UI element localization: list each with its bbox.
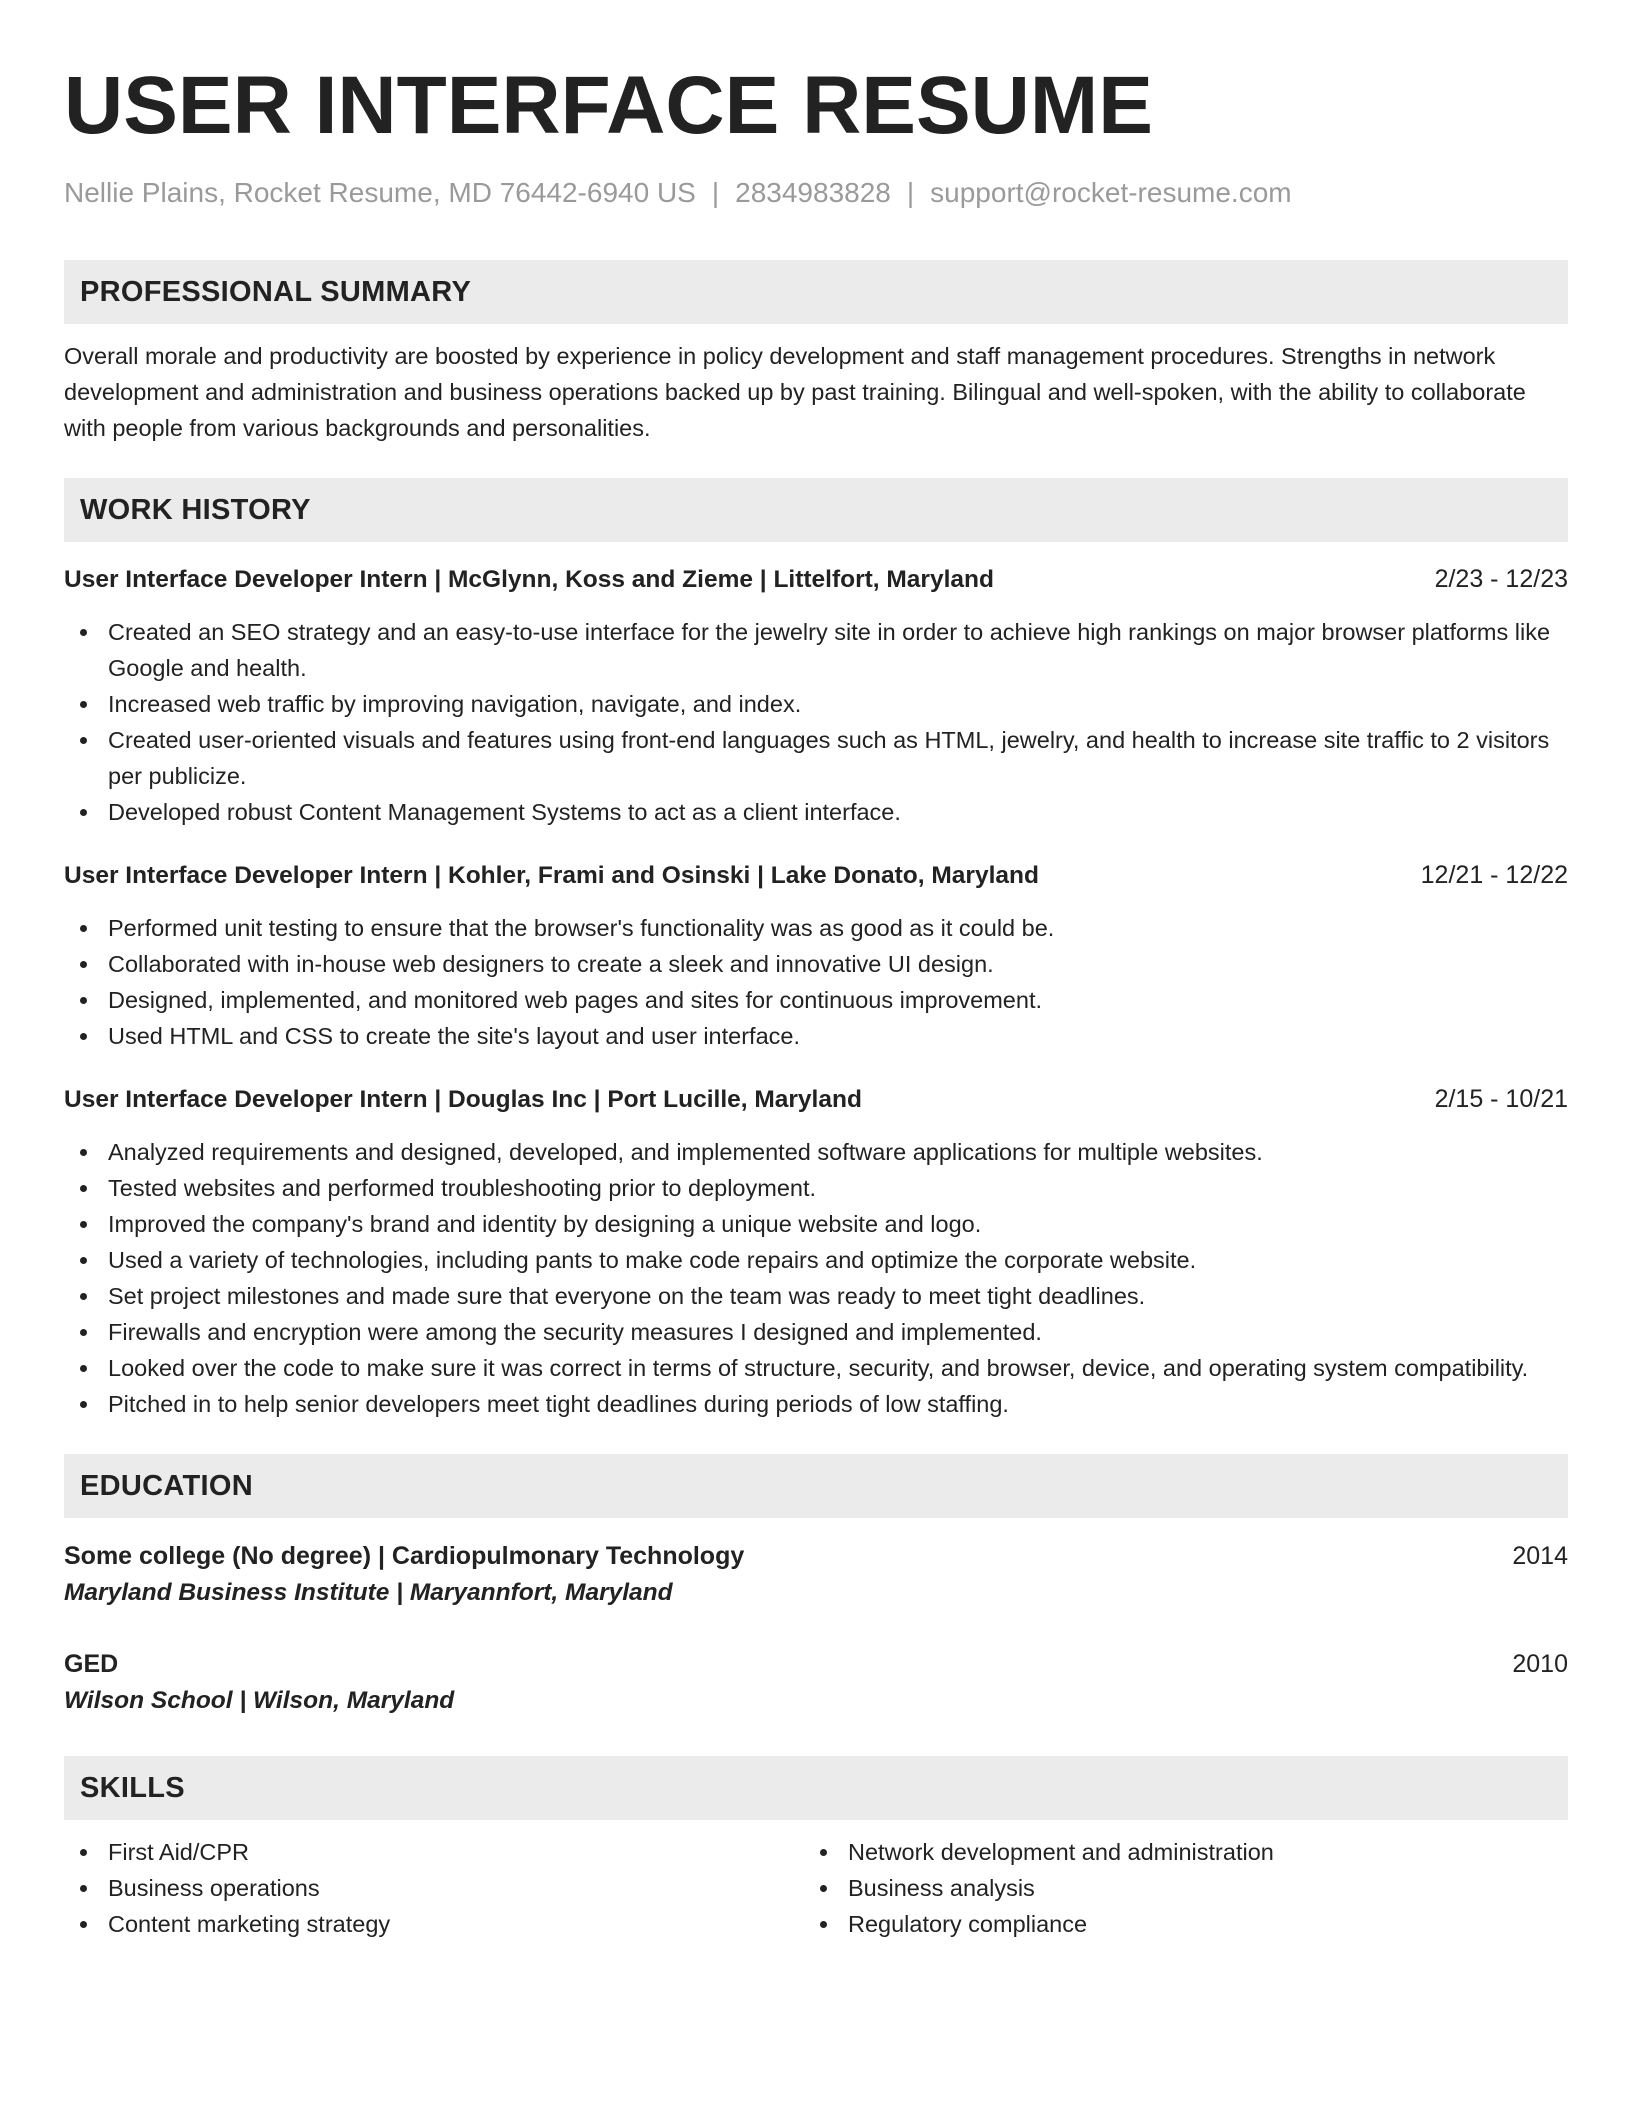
education-school: Maryland Business Institute | Maryannfort, Maryland	[64, 1579, 673, 1606]
skill-item: Content marketing strategy	[64, 1906, 804, 1942]
skill-item: Network development and administration	[804, 1834, 1568, 1870]
job-entry	[64, 562, 1568, 830]
section-header-summary: PROFESSIONAL SUMMARY	[64, 260, 1568, 324]
section-header-skills: SKILLS	[64, 1756, 1568, 1820]
job-bullet: Tested websites and performed troubleshooting prior to deployment.	[64, 1170, 1568, 1206]
education-school: Wilson School | Wilson, Maryland	[64, 1687, 455, 1714]
job-bullet: Used HTML and CSS to create the site's layout and user interface.	[64, 1018, 1568, 1054]
job-bullet: Designed, implemented, and monitored web pages and sites for continuous improvement.	[64, 982, 1568, 1018]
job-bullet: Collaborated with in-house web designers to create a sleek and innovative UI design.	[64, 946, 1568, 982]
job-entry	[64, 858, 1568, 1054]
job-heading: User Interface Developer Intern | McGlynn, Koss and Zieme | Littelfort, Maryland	[64, 566, 994, 593]
contact-line	[64, 176, 1568, 210]
job-bullet: Increased web traffic by improving navigation, navigate, and index.	[64, 686, 1568, 722]
job-bullet: Improved the company's brand and identity by designing a unique website and logo.	[64, 1206, 1568, 1242]
skill-item: Regulatory compliance	[804, 1906, 1568, 1942]
skill-item: Business operations	[64, 1870, 804, 1906]
contact-address: Nellie Plains, Rocket Resume, MD 76442-6940 US	[64, 177, 696, 208]
skill-item: First Aid/CPR	[64, 1834, 804, 1870]
skills-column-right	[804, 1834, 1568, 1942]
job-bullet: Created an SEO strategy and an easy-to-use interface for the jewelry site in order to achieve high rankings on major browser platforms like Google and health.	[64, 614, 1568, 686]
education-year: 2014	[1512, 1542, 1568, 1570]
education-entry	[64, 1538, 1568, 1612]
section-header-work-history: WORK HISTORY	[64, 478, 1568, 542]
education-degree: GED	[64, 1650, 119, 1678]
job-bullet: Developed robust Content Management Systems to act as a client interface.	[64, 794, 1568, 830]
job-bullet: Analyzed requirements and designed, developed, and implemented software applications for multiple websites.	[64, 1134, 1568, 1170]
job-bullets	[64, 910, 1568, 1054]
skills-column-left	[64, 1834, 804, 1942]
section-header-education: EDUCATION	[64, 1454, 1568, 1518]
resume-title: USER INTERFACE RESUME	[64, 60, 1153, 151]
education-year: 2010	[1512, 1650, 1568, 1678]
job-bullets	[64, 614, 1568, 830]
job-dates: 2/15 - 10/21	[1434, 1085, 1568, 1113]
education-degree: Some college (No degree) | Cardiopulmonary Technology	[64, 1542, 745, 1570]
job-entry	[64, 1082, 1568, 1422]
job-bullets	[64, 1134, 1568, 1422]
contact-email: support@rocket-resume.com	[930, 177, 1292, 208]
job-bullet: Firewalls and encryption were among the security measures I designed and implemented.	[64, 1314, 1568, 1350]
job-dates: 2/23 - 12/23	[1434, 565, 1568, 593]
contact-separator: |	[906, 177, 915, 208]
job-bullet: Pitched in to help senior developers meet tight deadlines during periods of low staffing.	[64, 1386, 1568, 1422]
education-entry	[64, 1646, 1568, 1720]
contact-separator: |	[711, 177, 720, 208]
job-heading: User Interface Developer Intern | Douglas Inc | Port Lucille, Maryland	[64, 1086, 862, 1113]
job-bullet: Performed unit testing to ensure that the browser's functionality was as good as it could be.	[64, 910, 1568, 946]
job-bullet: Set project milestones and made sure that everyone on the team was ready to meet tight deadlines.	[64, 1278, 1568, 1314]
contact-phone: 2834983828	[735, 177, 891, 208]
summary-text: Overall morale and productivity are boosted by experience in policy development and staff management procedures. Strengths in network development and administration and business operations backed up by past training. Bilingual and well-spoken, with the ability to collaborate with people from various backgrounds and personalities.	[64, 343, 1526, 441]
job-bullet: Looked over the code to make sure it was correct in terms of structure, security, and browser, device, and operating system compatibility.	[64, 1350, 1568, 1386]
job-dates: 12/21 - 12/22	[1420, 861, 1568, 889]
job-bullet: Used a variety of technologies, including pants to make code repairs and optimize the corporate website.	[64, 1242, 1568, 1278]
skills-list	[64, 1834, 1568, 1942]
skill-item: Business analysis	[804, 1870, 1568, 1906]
job-heading: User Interface Developer Intern | Kohler, Frami and Osinski | Lake Donato, Maryland	[64, 862, 1039, 889]
job-bullet: Created user-oriented visuals and features using front-end languages such as HTML, jewelry, and health to increase site traffic to 2 visitors per publicize.	[64, 722, 1568, 794]
